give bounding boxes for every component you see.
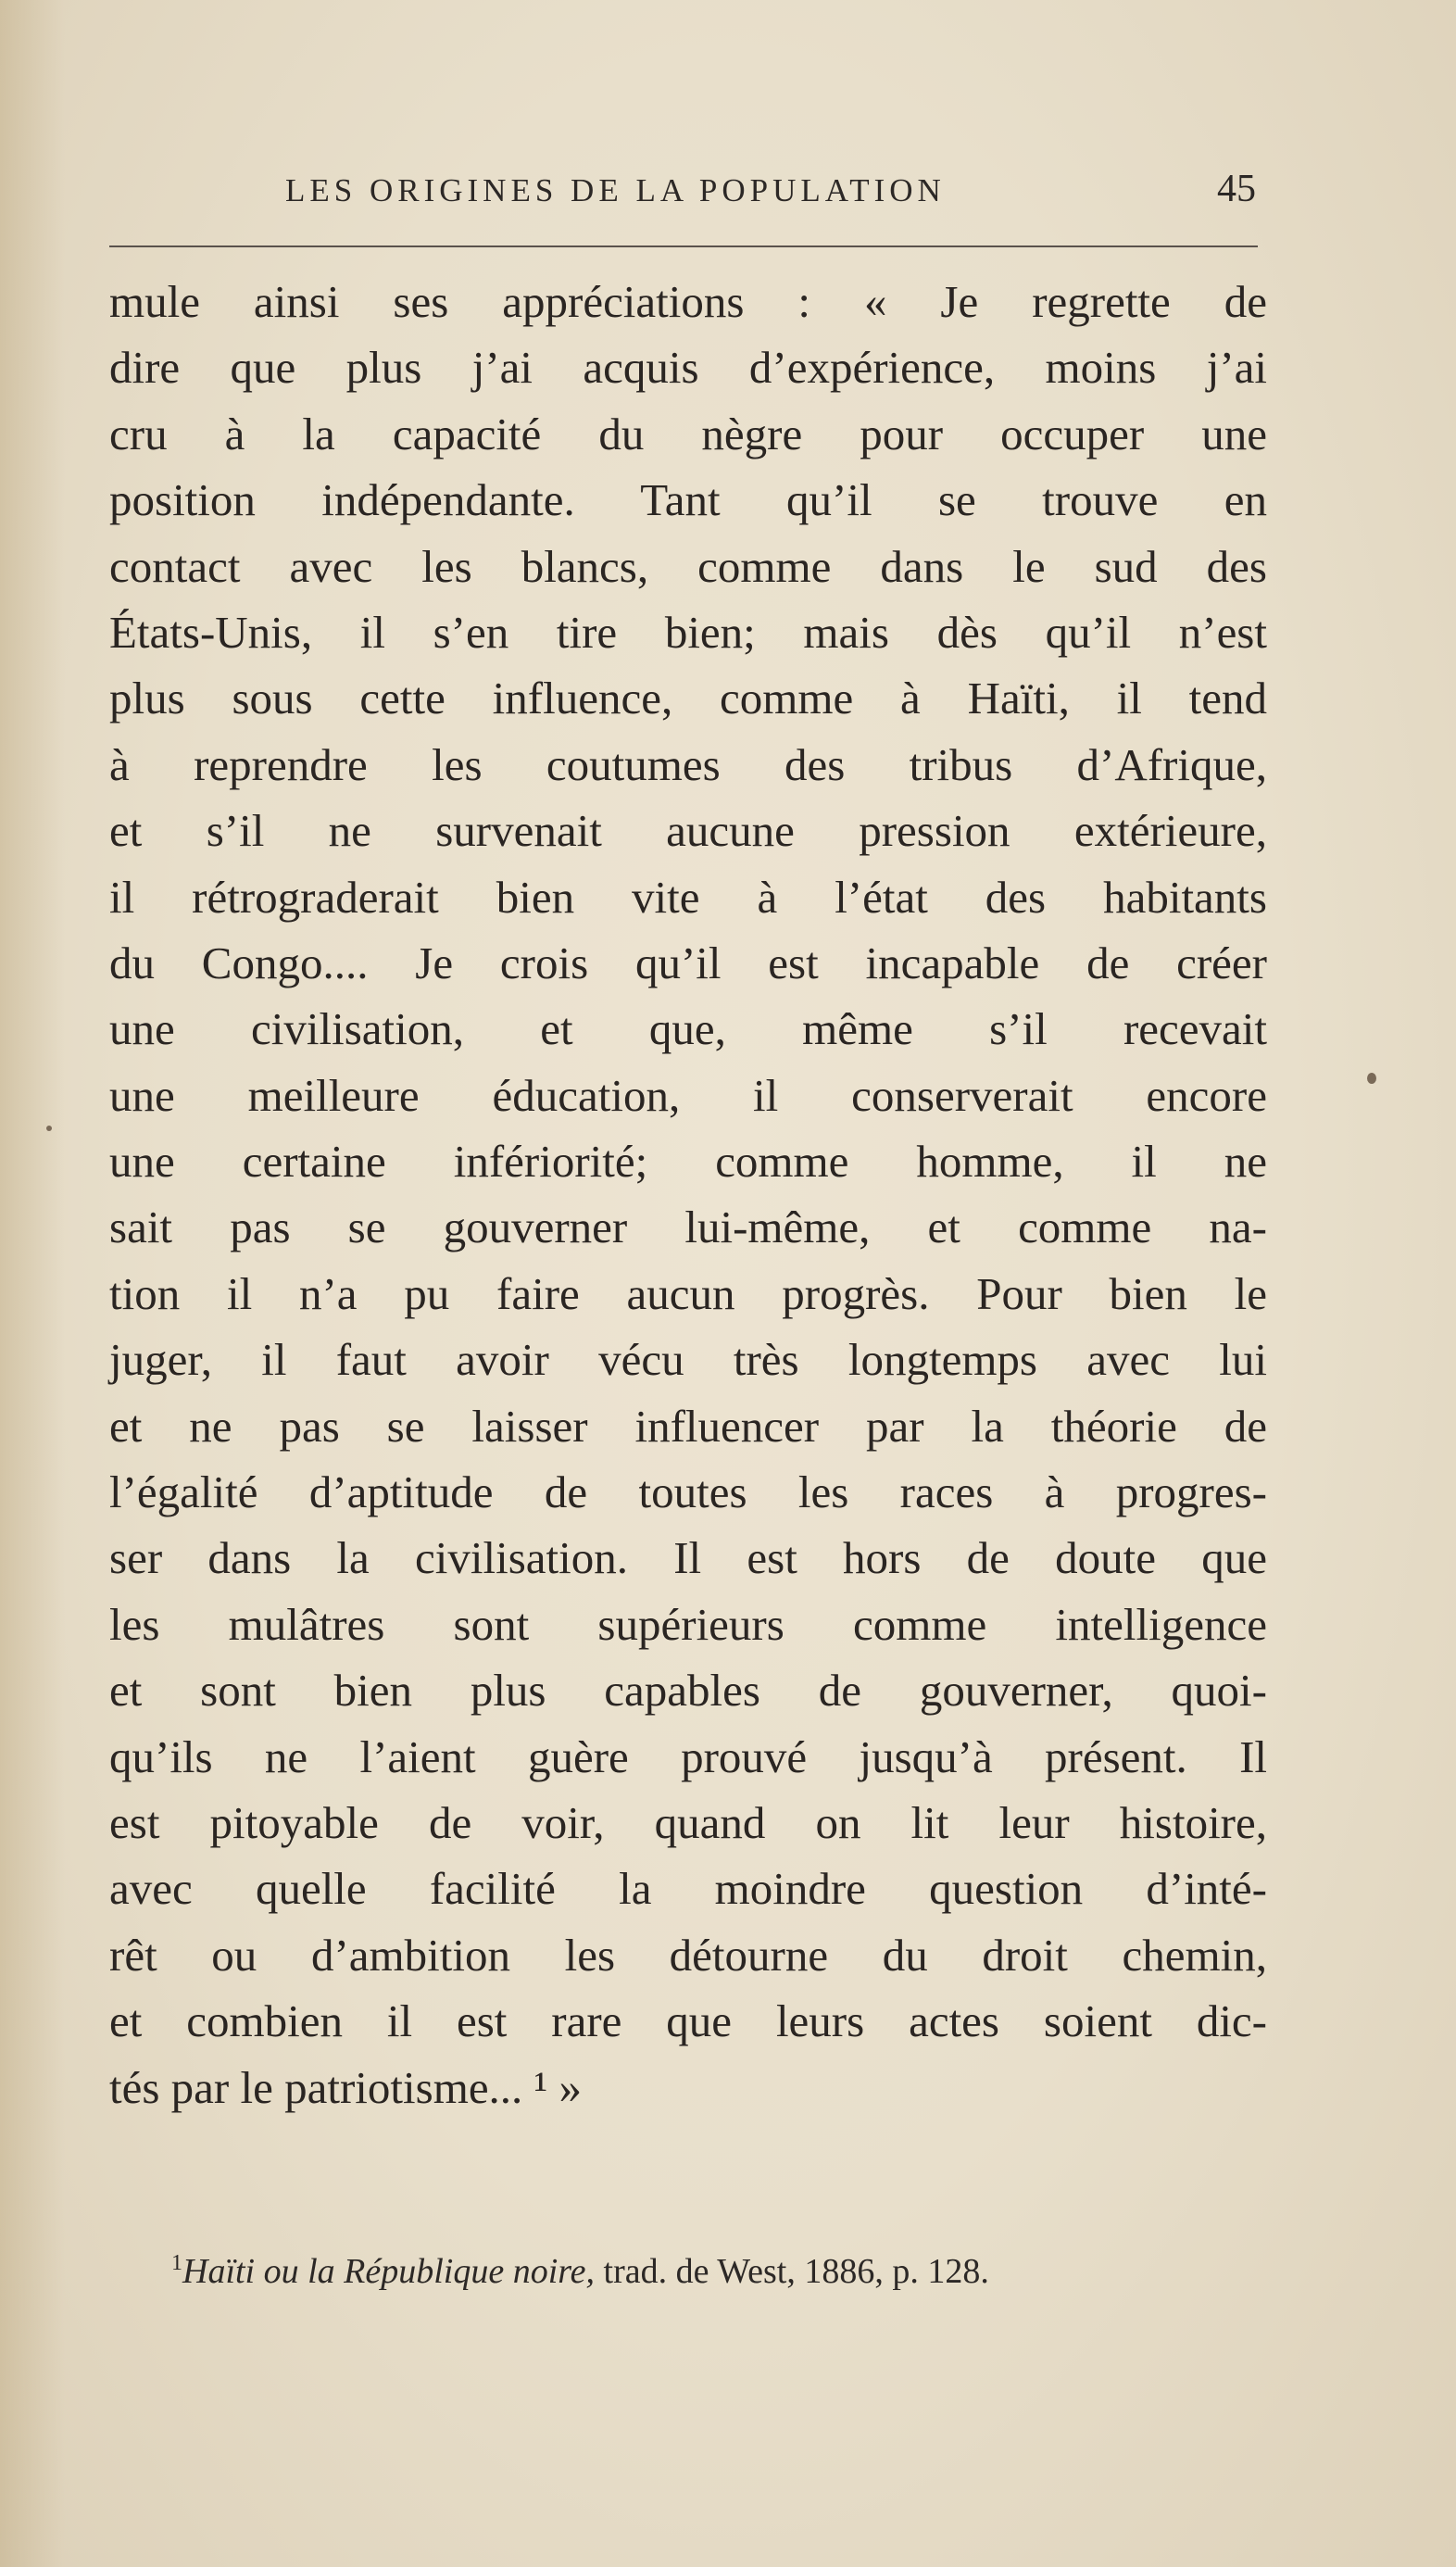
text-line: une meilleure éducation, il conserverait encore xyxy=(109,1069,1267,1121)
text-line: mule ainsi ses appréciations : « Je regrette de xyxy=(109,276,1267,327)
paper-speck xyxy=(1367,1073,1376,1084)
text-line: qu’ils ne l’aient guère prouvé jusqu’à présent. Il xyxy=(109,1730,1267,1782)
footnote xyxy=(171,2251,1278,2292)
footnote-marker: 1 xyxy=(171,2251,182,2275)
text-line: rêt ou d’ambition les détourne du droit chemin, xyxy=(109,1929,1267,1981)
running-head: LES ORIGINES DE LA POPULATION xyxy=(285,172,946,208)
text-line: plus sous cette influence, comme à Haïti, il tend xyxy=(109,673,1267,724)
header-rule xyxy=(109,245,1258,247)
page-number: 45 xyxy=(1217,168,1256,210)
text-line: les mulâtres sont supérieurs comme intelligence xyxy=(109,1598,1267,1650)
text-line: ser dans la civilisation. Il est hors de doute que xyxy=(109,1532,1267,1584)
text-line: il rétrograderait bien vite à l’état des habitants xyxy=(109,871,1267,923)
text-line: États-Unis, il s’en tire bien; mais dès qu’il n’est xyxy=(109,606,1267,658)
text-line: cru à la capacité du nègre pour occuper une xyxy=(109,408,1267,459)
footnote-title: Haïti ou la République noire, xyxy=(182,2252,596,2291)
text-line: avec quelle facilité la moindre question d’inté- xyxy=(109,1863,1267,1915)
text-line: à reprendre les coutumes des tribus d’Afrique, xyxy=(109,738,1267,790)
text-line: une civilisation, et que, même s’il recevait xyxy=(109,1003,1267,1055)
text-line: et combien il est rare que leurs actes soient dic- xyxy=(109,1995,1267,2047)
text-line: l’égalité d’aptitude de toutes les races à progres- xyxy=(109,1466,1267,1518)
text-line: du Congo.... Je crois qu’il est incapable de créer xyxy=(109,937,1267,988)
text-line: position indépendante. Tant qu’il se trouve en xyxy=(109,474,1267,526)
text-line: sait pas se gouverner lui-même, et comme na- xyxy=(109,1202,1267,1253)
text-line: et sont bien plus capables de gouverner, quoi- xyxy=(109,1665,1267,1717)
page-header xyxy=(109,167,1258,222)
paper-speck xyxy=(46,1126,52,1131)
text-line: et s’il ne survenait aucune pression extérieure, xyxy=(109,805,1267,857)
text-line: une certaine infériorité; comme homme, il ne xyxy=(109,1136,1267,1188)
text-line: juger, il faut avoir vécu très longtemps avec lui xyxy=(109,1334,1267,1386)
page-edge-shading xyxy=(0,0,65,2567)
footnote-citation: trad. de West, 1886, p. 128. xyxy=(595,2252,989,2291)
text-line: dire que plus j’ai acquis d’expérience, moins j’ai xyxy=(109,342,1267,394)
text-line: contact avec les blancs, comme dans le sud des xyxy=(109,540,1267,592)
text-line: tés par le patriotisme... ¹ » xyxy=(109,2061,583,2113)
text-line: est pitoyable de voir, quand on lit leur histoire, xyxy=(109,1796,1267,1848)
text-line: tion il n’a pu faire aucun progrès. Pour bien le xyxy=(109,1267,1267,1319)
text-line: et ne pas se laisser influencer par la théorie de xyxy=(109,1400,1267,1452)
body-text xyxy=(109,269,1267,2120)
